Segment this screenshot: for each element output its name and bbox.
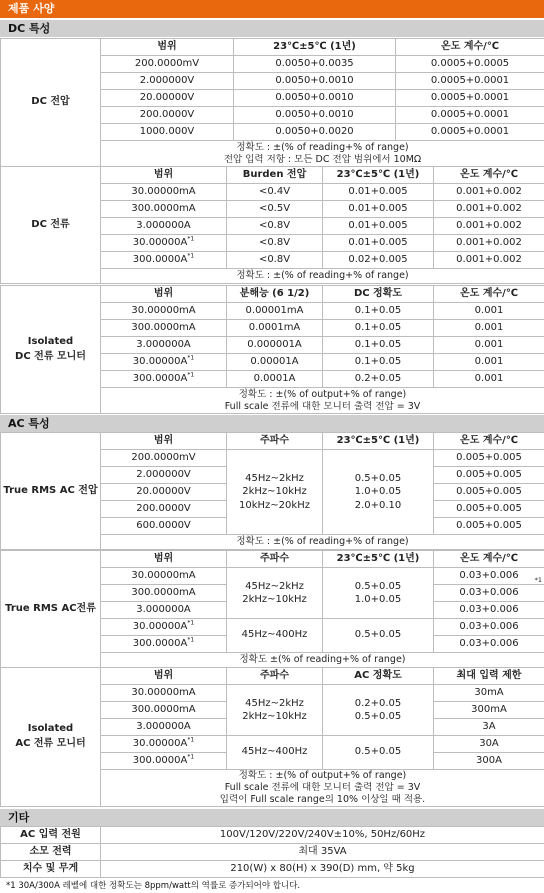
accuracy-cell: 0.5+0.05 <box>323 619 434 653</box>
footnote-marker: *1 <box>187 753 195 761</box>
col-header: 온도 계수/℃ <box>396 39 544 56</box>
cell: 3A <box>434 719 544 736</box>
cell: 0.0005+0.0001 <box>396 73 544 90</box>
col-header: 온도 계수/℃ <box>434 167 544 184</box>
cell: <0.5V <box>227 201 323 218</box>
footnote-marker: *1 <box>187 252 195 260</box>
ac-voltage-label: True RMS AC 전압 <box>1 433 101 550</box>
cell: 0.2+0.05 <box>323 371 434 388</box>
cell: 0.001 <box>434 337 544 354</box>
ac-monitor-note: 입력이 Full scale range의 10% 이상일 때 적용. <box>101 794 544 806</box>
cell: $300.0000A^{*1}$ <box>101 371 227 388</box>
cell: 0.00001A <box>227 354 323 371</box>
cell: 0.1+0.05 <box>323 320 434 337</box>
cell: 300A <box>434 753 544 770</box>
cell: 200.0000mV <box>101 450 227 467</box>
cell: 20.00000V <box>101 90 234 107</box>
cell: 0.01+0.005 <box>323 235 434 252</box>
footnote-marker: *1 <box>187 371 195 379</box>
freq-cell: 45Hz~400Hz <box>227 736 323 770</box>
cell: 0.01+0.005 <box>323 201 434 218</box>
col-header: 주파수 <box>227 551 323 568</box>
cell: $300.0000A^{*1}$ <box>101 636 227 653</box>
dc-voltage-table <box>0 38 544 167</box>
cell: 0.001+0.002 <box>434 201 544 218</box>
cell: 0.005+0.005 <box>434 450 544 467</box>
col-header: AC 정확도 <box>323 668 434 685</box>
cell: $300.0000A^{*1}$ <box>101 252 227 269</box>
cell: 0.0050+0.0010 <box>234 107 396 124</box>
section-dc: DC 특성 <box>0 20 544 37</box>
col-header: 온도 계수/℃ <box>434 551 544 568</box>
other-table <box>0 826 544 878</box>
col-header: 범위 <box>101 167 227 184</box>
dc-voltage-note: 정확도 : ±(% of reading+% of range) <box>101 141 544 154</box>
cell: 1000.000V <box>101 124 234 141</box>
freq-cell: 45Hz~2kHz 2kHz~10kHz 10kHz~20kHz <box>227 450 323 535</box>
col-header: 23℃±5℃ (1년) <box>234 39 396 56</box>
col-header: 23℃±5℃ (1년) <box>323 167 434 184</box>
cell: $30.00000A^{*1}$ <box>101 736 227 753</box>
footnote-marker: *1 <box>534 576 542 584</box>
cell: 0.0005+0.0001 <box>396 90 544 107</box>
cell: 0.03+0.006 <box>434 636 544 653</box>
ac-monitor-table <box>0 667 544 807</box>
cell: 0.03+0.006 <box>434 619 544 636</box>
col-header: 범위 <box>101 39 234 56</box>
cell: 0.001+0.002 <box>434 218 544 235</box>
cell: 30.00000mA <box>101 184 227 201</box>
table-row <box>1 861 544 878</box>
cell: 30.00000mA <box>101 685 227 702</box>
cell: 200.0000V <box>101 501 227 518</box>
footnote-marker: *1 <box>187 619 195 627</box>
ac-current-note: 정확도 ±(% of reading+% of range) <box>101 653 544 668</box>
cell: $30.00000A^{*1}$ <box>101 619 227 636</box>
cell: <0.8V <box>227 235 323 252</box>
cell: 0.001+0.002 <box>434 252 544 269</box>
cell: $300.0000A^{*1}$ <box>101 753 227 770</box>
cell: 200.0000mV <box>101 56 234 73</box>
dc-current-table <box>0 166 544 284</box>
cell: 0.0005+0.0005 <box>396 56 544 73</box>
dc-voltage-note: 전압 입력 저항 : 모든 DC 전압 범위에서 10MΩ <box>101 154 544 167</box>
footnote-marker: *1 <box>187 235 195 243</box>
dc-monitor-table <box>0 285 544 414</box>
page-title: 제품 사양 <box>0 0 544 18</box>
col-header: 범위 <box>101 668 227 685</box>
cell: 0.03+0.006 *1 <box>434 568 544 585</box>
cell: $30.00000A^{*1}$ <box>101 354 227 371</box>
cell: 0.0005+0.0001 <box>396 107 544 124</box>
ac-monitor-note: Full scale 전류에 대한 모니터 출력 전압 = 3V <box>101 782 544 794</box>
freq-cell: 45Hz~2kHz 2kHz~10kHz <box>227 685 323 736</box>
cell: 0.001 <box>434 371 544 388</box>
cell: 30.00000mA <box>101 568 227 585</box>
cell: 0.0050+0.0010 <box>234 90 396 107</box>
cell: 0.005+0.005 <box>434 484 544 501</box>
section-ac: AC 특성 <box>0 415 544 432</box>
accuracy-cell: 0.2+0.05 0.5+0.05 <box>323 685 434 736</box>
footnote: *1 30A/300A 레벨에 대한 정확도는 8ppm/watt의 역률로 증가되어야 합니다. <box>6 881 301 891</box>
ac-voltage-table <box>0 432 544 550</box>
cell: 0.01+0.005 <box>323 184 434 201</box>
ac-current-table <box>0 550 544 668</box>
cell: <0.4V <box>227 184 323 201</box>
dc-monitor-note: Full scale 전류에 대한 모니터 출력 전압 = 3V <box>101 401 544 414</box>
cell: 3.000000A <box>101 218 227 235</box>
freq-cell: 45Hz~400Hz <box>227 619 323 653</box>
cell: 0.0050+0.0035 <box>234 56 396 73</box>
col-header: 분해능 (6 1/2) <box>227 286 323 303</box>
cell: 210(W) x 80(H) x 390(D) mm, 약 5kg <box>101 861 544 878</box>
cell: 20.00000V <box>101 484 227 501</box>
cell: 0.00001mA <box>227 303 323 320</box>
accuracy-cell: 0.5+0.05 1.0+0.05 <box>323 568 434 619</box>
cell: 200.0000V <box>101 107 234 124</box>
cell: 0.005+0.005 <box>434 501 544 518</box>
cell: 300.0000mA <box>101 201 227 218</box>
dc-current-note: 정확도 : ±(% of reading+% of range) <box>101 269 544 284</box>
col-header: 23℃±5℃ (1년) <box>323 551 434 568</box>
dc-monitor-note: 정확도 : ±(% of output+% of range) <box>101 388 544 401</box>
dc-monitor-label: Isolated DC 전류 모니터 <box>1 286 101 414</box>
cell: 0.1+0.05 <box>323 303 434 320</box>
col-header: Burden 전압 <box>227 167 323 184</box>
cell: 0.005+0.005 <box>434 518 544 535</box>
cell: 30mA <box>434 685 544 702</box>
cell: 0.001+0.002 <box>434 184 544 201</box>
ac-monitor-label: Isolated AC 전류 모니터 <box>1 668 101 807</box>
col-header: 범위 <box>101 551 227 568</box>
cell: 3.000000A <box>101 602 227 619</box>
col-header: 최대 입력 제한 <box>434 668 544 685</box>
cell: 100V/120V/220V/240V±10%, 50Hz/60Hz <box>101 827 544 844</box>
col-header: 온도 계수/℃ <box>434 286 544 303</box>
section-other: 기타 <box>0 809 544 826</box>
ac-current-label: True RMS AC전류 <box>1 551 101 668</box>
footnote-marker: *1 <box>187 636 195 644</box>
col-header: 범위 <box>101 433 227 450</box>
cell: 0.005+0.005 <box>434 467 544 484</box>
footnote-marker: *1 <box>187 736 195 744</box>
footnote-marker: *1 <box>187 354 195 362</box>
col-header: 23℃±5℃ (1년) <box>323 433 434 450</box>
row-label: 치수 및 무게 <box>1 861 101 878</box>
cell: 0.000001A <box>227 337 323 354</box>
cell: <0.8V <box>227 252 323 269</box>
cell: 0.001 <box>434 354 544 371</box>
cell: 3.000000A <box>101 337 227 354</box>
dc-current-label: DC 전류 <box>1 167 101 284</box>
cell: 0.001 <box>434 320 544 337</box>
cell: 0.03+0.006 <box>434 585 544 602</box>
cell: 300.0000mA <box>101 585 227 602</box>
accuracy-cell: 0.5+0.05 <box>323 736 434 770</box>
cell: <0.8V <box>227 218 323 235</box>
cell: 0.02+0.005 <box>323 252 434 269</box>
cell: 0.001 <box>434 303 544 320</box>
cell: 0.0005+0.0001 <box>396 124 544 141</box>
cell: 0.0050+0.0010 <box>234 73 396 90</box>
cell: 0.1+0.05 <box>323 354 434 371</box>
cell: 300mA <box>434 702 544 719</box>
cell: 3.000000A <box>101 719 227 736</box>
cell: 300.0000mA <box>101 320 227 337</box>
col-header: DC 정확도 <box>323 286 434 303</box>
dc-voltage-label: DC 전압 <box>1 39 101 167</box>
cell: 0.03+0.006 <box>434 602 544 619</box>
table-row <box>1 827 544 844</box>
cell: 0.0001mA <box>227 320 323 337</box>
cell: 30.00000mA <box>101 303 227 320</box>
col-header: 주파수 <box>227 668 323 685</box>
cell: 300.0000mA <box>101 702 227 719</box>
cell: 0.001+0.002 <box>434 235 544 252</box>
table-row <box>1 844 544 861</box>
freq-cell: 45Hz~2kHz 2kHz~10kHz <box>227 568 323 619</box>
cell: 0.0050+0.0020 <box>234 124 396 141</box>
ac-monitor-note: 정확도 : ±(% of output+% of range) <box>101 770 544 782</box>
cell: $30.00000A^{*1}$ <box>101 235 227 252</box>
cell: 2.000000V <box>101 73 234 90</box>
cell: 2.000000V <box>101 467 227 484</box>
cell: 최대 35VA <box>101 844 544 861</box>
col-header: 주파수 <box>227 433 323 450</box>
cell: 30A <box>434 736 544 753</box>
col-header: 온도 계수/℃ <box>434 433 544 450</box>
cell: 0.01+0.005 <box>323 218 434 235</box>
row-label: AC 입력 전원 <box>1 827 101 844</box>
row-label: 소모 전력 <box>1 844 101 861</box>
cell: 0.0001A <box>227 371 323 388</box>
cell: 600.0000V <box>101 518 227 535</box>
accuracy-cell: 0.5+0.05 1.0+0.05 2.0+0.10 <box>323 450 434 535</box>
ac-voltage-note: 정확도 : ±(% of reading+% of range) <box>101 535 544 550</box>
col-header: 범위 <box>101 286 227 303</box>
cell: 0.1+0.05 <box>323 337 434 354</box>
